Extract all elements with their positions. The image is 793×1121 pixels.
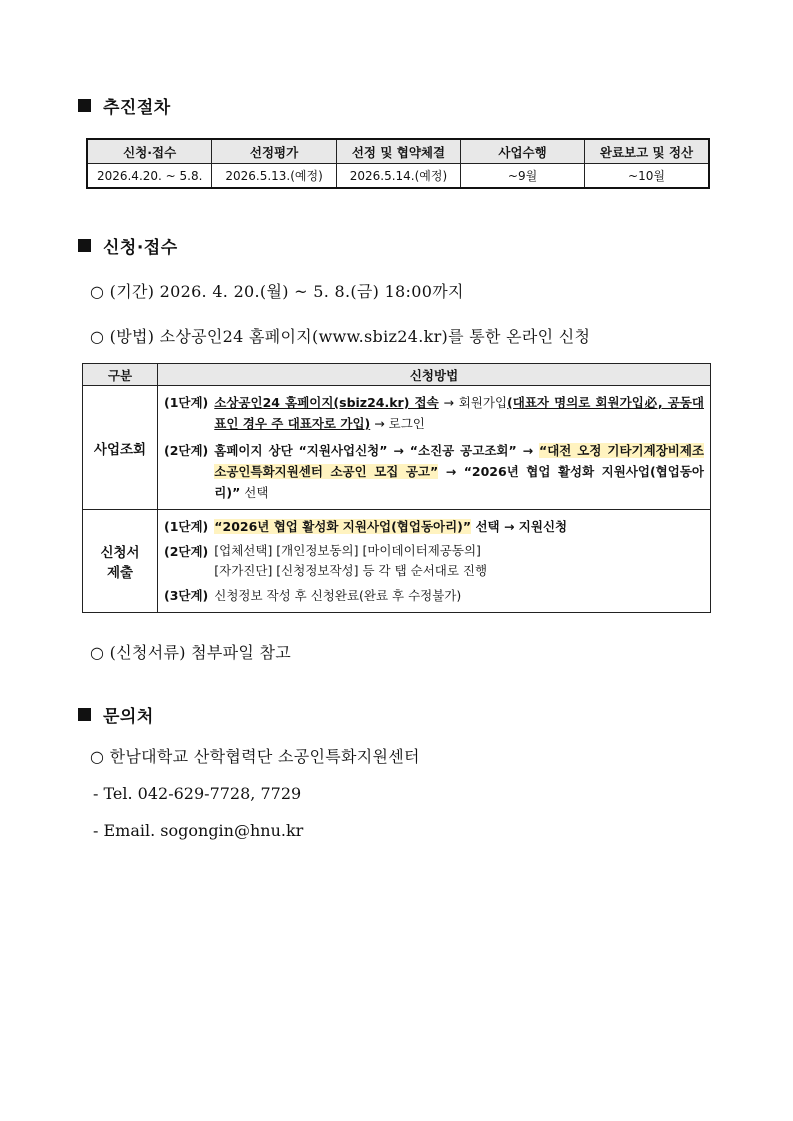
step-text-part: “대전 오정 기타기계장비제조 소공인특화지원센터 소공인 모집 공고” — [214, 443, 704, 479]
step-text-part: “2026년 협업 활성화 지원사업(협업동아리)” — [214, 519, 472, 534]
step-label: (1단계) — [164, 395, 209, 410]
step — [164, 516, 704, 537]
method-table — [82, 363, 711, 613]
table-row — [83, 510, 711, 613]
table-cell: ~9월 — [461, 164, 585, 189]
step-label: (2단계) — [164, 443, 209, 458]
section-heading-contact — [78, 702, 154, 727]
step-label: (1단계) — [164, 519, 209, 534]
category-cell: 사업조회 — [83, 386, 158, 510]
square-bullet-icon — [78, 239, 91, 252]
table-cell: 2026.5.13.(예정) — [212, 164, 336, 189]
step-label: (3단계) — [164, 588, 209, 603]
step — [164, 440, 704, 503]
table-row — [87, 164, 709, 189]
square-bullet-icon — [78, 99, 91, 112]
step-text-part: → 로그인 — [370, 416, 425, 431]
method-cell — [158, 510, 711, 613]
table-header-cell: 사업수행 — [461, 139, 585, 164]
step-text-part: 소상공인24 홈페이지(sbiz24.kr) 접속 — [214, 395, 439, 410]
step-text — [214, 516, 704, 537]
table-cell: 2026.4.20. ~ 5.8. — [87, 164, 212, 189]
application-method: ○ (방법) 소상공인24 홈페이지(www.sbiz24.kr)를 통한 온라인 신청 — [90, 327, 591, 346]
step-text — [214, 541, 704, 581]
step — [164, 541, 704, 581]
table-header-cell: 구분 — [83, 364, 158, 386]
step — [164, 585, 704, 606]
section-title: 추진절차 — [103, 98, 171, 118]
table-header-cell: 신청·접수 — [87, 139, 212, 164]
application-period: ○ (기간) 2026. 4. 20.(월) ~ 5. 8.(금) 18:00까지 — [90, 282, 464, 301]
step-text-part: → “2026년 협업 활성화 지원사업(협업동아리)” — [214, 464, 704, 500]
table-cell: 2026.5.14.(예정) — [336, 164, 460, 189]
table-header-row — [83, 364, 711, 386]
category-cell — [83, 510, 158, 613]
table-header-cell: 선정평가 — [212, 139, 336, 164]
section-heading-procedure — [78, 93, 171, 118]
step-label: (2단계) — [164, 544, 209, 559]
step-text-part: 홈페이지 상단 “지원사업신청” → “소진공 공고조회” → — [214, 443, 540, 458]
step — [164, 392, 704, 434]
section-heading-application — [78, 233, 178, 258]
step-text-part: (대표자 명의로 회원가입必, 공동대표인 경우 주 대표자로 가입) — [214, 395, 704, 431]
table-cell: ~10월 — [585, 164, 710, 189]
category-line: 신청서 — [100, 545, 140, 561]
table-header-cell: 신청방법 — [158, 364, 711, 386]
application-documents: ○ (신청서류) 첨부파일 참고 — [90, 643, 292, 662]
step-text-part: 선택 → 지원신청 — [471, 519, 568, 534]
square-bullet-icon — [78, 708, 91, 721]
step-text-part: 선택 — [240, 485, 269, 500]
table-header-row — [87, 139, 709, 164]
method-cell — [158, 386, 711, 510]
category-line: 제출 — [106, 565, 134, 581]
step-text — [214, 392, 704, 434]
section-title: 신청·접수 — [103, 238, 178, 258]
table-header-cell: 완료보고 및 정산 — [585, 139, 710, 164]
contact-tel: - Tel. 042-629-7728, 7729 — [93, 784, 302, 803]
table-row — [83, 386, 711, 510]
contact-org: ○ 한남대학교 산학협력단 소공인특화지원센터 — [90, 747, 420, 766]
step-text: 신청정보 작성 후 신청완료(완료 후 수정불가) — [214, 588, 462, 603]
step-text-part: → 회원가입 — [438, 395, 508, 410]
contact-email: - Email. sogongin@hnu.kr — [93, 821, 304, 840]
procedure-table — [86, 138, 710, 189]
step-text — [214, 440, 704, 503]
step-text-line: [자가진단] [신청정보작성] 등 각 탭 순서대로 진행 — [214, 563, 488, 578]
step-text-line: [업체선택] [개인정보동의] [마이데이터제공동의] — [214, 543, 481, 558]
section-title: 문의처 — [103, 707, 154, 727]
table-header-cell: 선정 및 협약체결 — [336, 139, 460, 164]
